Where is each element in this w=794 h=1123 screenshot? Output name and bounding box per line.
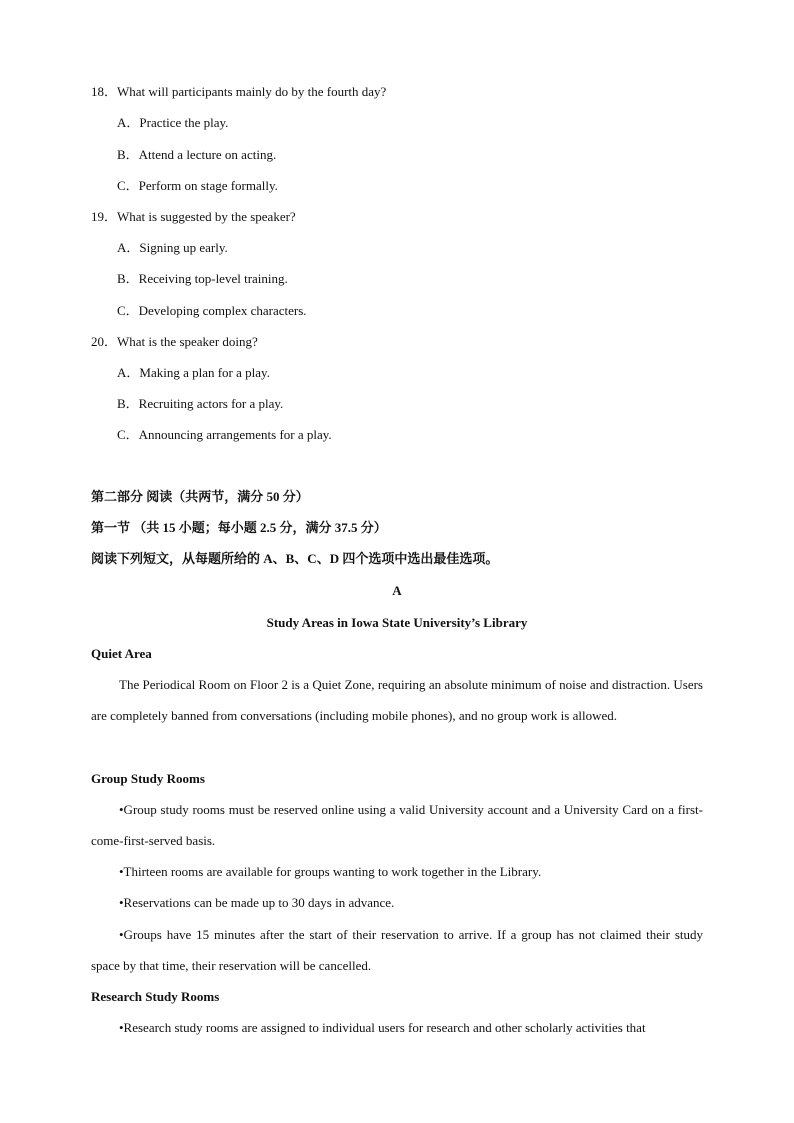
group-study-bullet: •Groups have 15 minutes after the start of their reservation to arrive. If a group has not claimed their study space by that time, their reservation will be cancelled. [91, 927, 703, 973]
question-18-option-c: C．Perform on stage formally. [117, 178, 278, 193]
group-study-bullet: •Thirteen rooms are available for groups wanting to work together in the Library. [119, 864, 542, 879]
question-19-option-a: A．Signing up early. [117, 240, 228, 255]
passage-letter: A [392, 583, 402, 598]
instruction: 阅读下列短文，从每题所给的 A、B、C、D 四个选项中选出最佳选项。 [91, 551, 499, 566]
question-18-stem: 18．What will participants mainly do by the fourth day? [91, 84, 387, 99]
quiet-area-paragraph: The Periodical Room on Floor 2 is a Quiet Zone, requiring an absolute minimum of noise and distraction. Users are completely banned from conversations (including mobile phones), and no group work is allowed. [91, 677, 703, 723]
question-18-option-b: B．Attend a lecture on acting. [117, 147, 277, 162]
question-20-option-a: A．Making a plan for a play. [117, 365, 270, 380]
question-18-option-a: A．Practice the play. [117, 115, 229, 130]
passage-title: Study Areas in Iowa State University’s Library [266, 615, 528, 630]
quiet-area-heading: Quiet Area [91, 646, 152, 661]
research-study-heading: Research Study Rooms [91, 989, 220, 1004]
question-19-option-b: B．Receiving top-level training. [117, 271, 288, 286]
question-20-option-b: B．Recruiting actors for a play. [117, 396, 284, 411]
group-study-bullet: •Group study rooms must be reserved online using a valid University account and a University Card on a first-come-first-served basis. [91, 802, 703, 848]
question-19-option-c: C．Developing complex characters. [117, 303, 307, 318]
question-20-stem: 20．What is the speaker doing? [91, 334, 258, 349]
research-study-bullet: •Research study rooms are assigned to individual users for research and other scholarly activities that [119, 1020, 646, 1035]
question-19-stem: 19．What is suggested by the speaker? [91, 209, 296, 224]
part-title: 第二部分 阅读（共两节，满分 50 分） [91, 489, 309, 504]
question-20-option-c: C．Announcing arrangements for a play. [117, 427, 332, 442]
group-study-heading: Group Study Rooms [91, 771, 205, 786]
subsection-title: 第一节 （共 15 小题；每小题 2.5 分，满分 37.5 分） [91, 520, 387, 535]
group-study-bullet: •Reservations can be made up to 30 days in advance. [119, 895, 395, 910]
